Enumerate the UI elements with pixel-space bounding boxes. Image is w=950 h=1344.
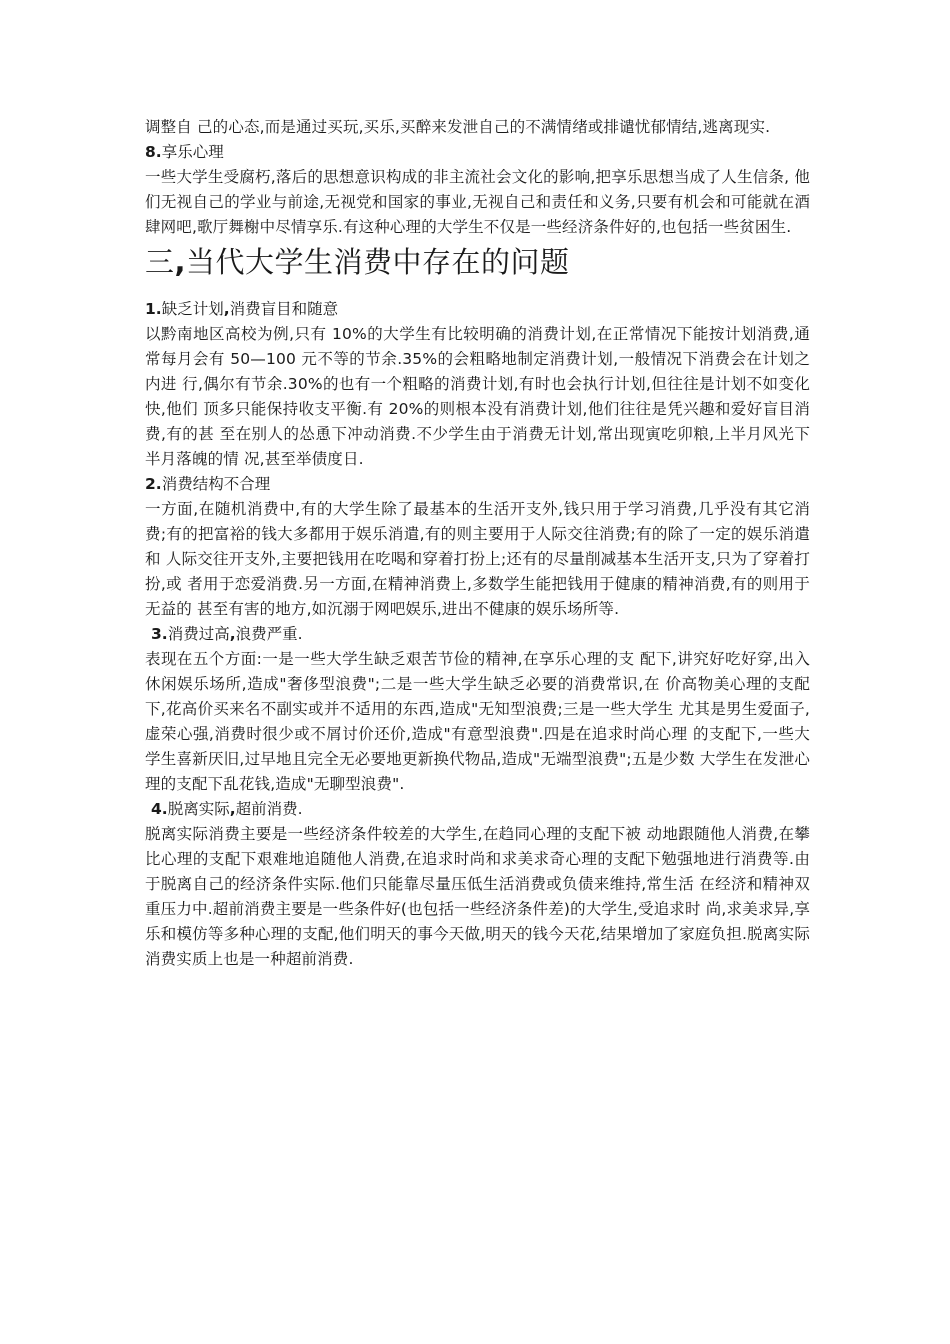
document-page [145, 115, 810, 972]
item-3-sep: , [229, 625, 236, 643]
intro-continued-paragraph: 调整自 己的心态,而是通过买玩,买乐,买醉来发泄自己的不满情绪或排谴忧郁情结,逃离现实. [145, 118, 771, 136]
section-8-title: 享乐心理 [161, 143, 224, 161]
item-1-number: 1. [145, 300, 162, 318]
item-2-number: 2. [145, 475, 162, 493]
item-4-title: 脱离实际 [167, 800, 230, 818]
item-4-paragraph: 脱离实际消费主要是一些经济条件较差的大学生,在趋同心理的支配下被 动地跟随他人消费,在攀比心理的支配下艰难地追随他人消费,在追求时尚和求美求奇心理的支配下勉强地进行消费等.由于脱离自己的经济条件实际.他们只能靠尽量压低生活消费或负债来维持,常生活 在经济和精神双重压力中.超前消费主要是一些条件好(也包括一些经济条件差)的大学生,受追求时 尚,求美求异,享乐和模仿等多种心理的支配,他们明天的事今天做,明天的钱今天花,结果增加了家庭负担.脱离实际消费实质上也是一种超前消费. [145, 825, 810, 968]
section-8-paragraph: 一些大学生受腐朽,落后的思想意识构成的非主流社会文化的影响,把享乐思想当成了人生信条, 他们无视自己的学业与前途,无视党和国家的事业,无视自己和责任和义务,只要有机会和可能就在酒 肆网吧,歌厅舞榭中尽情享乐.有这种心理的大学生不仅是一些经济条件好的,也包括一些贫困生. [145, 168, 810, 236]
item-1-title2: 消费盲目和随意 [229, 300, 339, 318]
section-8-heading [145, 140, 810, 165]
item-3-title: 消费过高 [167, 625, 230, 643]
item-3-title2: 浪费严重. [235, 625, 303, 643]
item-1-paragraph: 以黔南地区高校为例,只有 10%的大学生有比较明确的消费计划,在正常情况下能按计划消费,通 常每月会有 50—100 元不等的节余.35%的会粗略地制定消费计划,一般情况下消费会在计划之内进 行,偶尔有节余.30%的也有一个粗略的消费计划,有时也会执行计划,但往往是计划不如变化快,他们 顶多只能保持收支平衡.有 20%的则根本没有消费计划,他们往往是凭兴趣和爱好盲目消费,有的甚 至在别人的怂恿下冲动消费.不少学生由于消费无计划,常出现寅吃卯粮,上半月风光下半月落魄的情 况,甚至举债度日. [145, 325, 810, 468]
section-8-number: 8. [145, 143, 162, 161]
item-2-heading [145, 472, 810, 497]
item-4-title2: 超前消费. [235, 800, 303, 818]
chapter-3-title [145, 242, 810, 282]
item-2-title: 消费结构不合理 [161, 475, 271, 493]
item-2-paragraph: 一方面,在随机消费中,有的大学生除了最基本的生活开支外,钱只用于学习消费,几乎没有其它消 费;有的把富裕的钱大多都用于娱乐消遣,有的则主要用于人际交往消费;有的除了一定的娱乐消遣和 人际交往开支外,主要把钱用在吃喝和穿着打扮上;还有的尽量削减基本生活开支,只为了穿着打扮,或 者用于恋爱消费.另一方面,在精神消费上,多数学生能把钱用于健康的精神消费,有的则用于无益的 甚至有害的地方,如沉溺于网吧娱乐,进出不健康的娱乐场所等. [145, 500, 810, 618]
item-1-heading [145, 297, 810, 322]
item-1-sep: , [223, 300, 230, 318]
item-4-sep: , [229, 800, 236, 818]
item-4-number: 4. [151, 800, 168, 818]
item-3-number: 3. [151, 625, 168, 643]
chapter-3-title-sep: , [174, 245, 187, 279]
item-3-heading [145, 622, 810, 647]
chapter-3-title-post: 当代大学生消费中存在的问题 [186, 245, 570, 279]
item-3-paragraph: 表现在五个方面:一是一些大学生缺乏艰苦节俭的精神,在享乐心理的支 配下,讲究好吃好穿,出入休闲娱乐场所,造成"奢侈型浪费";二是一些大学生缺乏必要的消费常识,在 价高物美心理的支配下,花高价买来名不副实或并不适用的东西,造成"无知型浪费;三是一些大学生 尤其是男生爱面子,虚荣心强,消费时很少或不屑讨价还价,造成"有意型浪费".四是在追求时尚心理 的支配下,一些大学生喜新厌旧,过早地且完全无必要地更新换代物品,造成"无端型浪费";五是少数 大学生在发泄心理的支配下乱花钱,造成"无聊型浪费". [145, 650, 810, 793]
chapter-3-title-pre: 三 [145, 245, 175, 279]
item-1-title: 缺乏计划 [161, 300, 224, 318]
item-4-heading [145, 797, 810, 822]
